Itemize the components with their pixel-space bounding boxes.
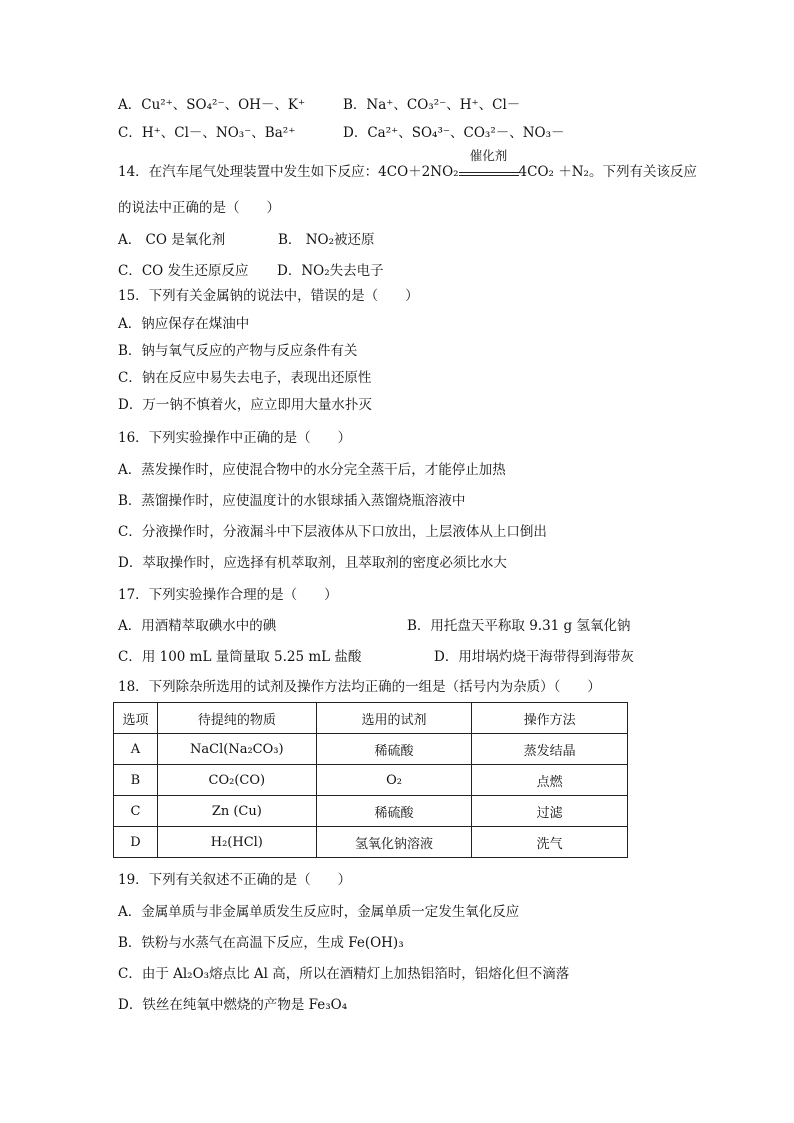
- table-header-cell: 选用的试剂: [316, 703, 472, 734]
- q17-option-b: B．用托盘天平称取 9.31 g 氢氧化钠: [407, 618, 631, 634]
- q14-option-c: C．CO 发生还原反应: [118, 263, 249, 279]
- table-cell: 点燃: [472, 765, 628, 796]
- table-cell: D: [114, 827, 158, 858]
- table-cell: 过滤: [472, 796, 628, 827]
- q15-option-b: B．钠与氧气反应的产物与反应条件有关: [118, 343, 358, 359]
- table-row: [114, 796, 628, 827]
- q13-option-c: [118, 124, 295, 142]
- q17-option-d: D．用坩埚灼烧干海带得到海带灰: [434, 649, 634, 665]
- table-cell: B: [114, 765, 158, 796]
- table-header-row: [114, 703, 628, 734]
- table-cell: A: [114, 734, 158, 765]
- table-cell: C: [114, 796, 158, 827]
- stem-text: 4CO₂ ＋N₂。下列有关该反应: [518, 164, 697, 180]
- option-label: C．: [118, 125, 142, 141]
- q17-option-a: A．用酒精萃取碘水中的碘: [118, 618, 277, 634]
- option-label: A．: [118, 97, 142, 113]
- q14-option-d: D．NO₂失去电子: [277, 263, 384, 279]
- q14-option-a: A． CO 是氧化剂: [118, 232, 226, 248]
- q16-option-d: D．萃取操作时，应选择有机萃取剂，且萃取剂的密度必须比水大: [118, 555, 507, 571]
- q15-option-c: C．钠在反应中易失去电子，表现出还原性: [118, 370, 372, 386]
- q15-option-a: A．钠应保存在煤油中: [118, 316, 250, 332]
- q13-option-a: [118, 96, 305, 114]
- table-row: [114, 765, 628, 796]
- q17-option-c: C．用 100 mL 量筒量取 5.25 mL 盐酸: [118, 649, 362, 665]
- table-cell: CO₂(CO): [157, 765, 316, 796]
- q17-stem: 17．下列实验操作合理的是（ ）: [118, 587, 338, 603]
- table-cell: 蒸发结晶: [472, 734, 628, 765]
- q16-stem: 16．下列实验操作中正确的是（ ）: [118, 430, 352, 446]
- q18-stem: 18．下列除杂所选用的试剂及操作方法均正确的一组是（括号内为杂质）（ ）: [118, 679, 601, 695]
- catalyst-label: 催化剂: [469, 148, 508, 163]
- q16-option-a: A．蒸发操作时，应使混合物中的水分完全蒸干后，才能停止加热: [118, 462, 506, 478]
- option-label: D．: [343, 125, 368, 141]
- table-cell: 洗气: [472, 827, 628, 858]
- table-cell: O₂: [316, 765, 472, 796]
- q18-options-table: [113, 702, 628, 858]
- q14-stem: [118, 148, 697, 181]
- option-text: Cu²⁺、SO₄²⁻、OH－、K⁺: [141, 97, 306, 113]
- q14-option-b: B． NO₂被还原: [278, 232, 375, 248]
- table-row: [114, 734, 628, 765]
- q19-option-b: B．铁粉与水蒸气在高温下反应，生成 Fe(OH)₃: [118, 935, 404, 951]
- table-cell: 稀硫酸: [316, 796, 472, 827]
- q15-option-d: D．万一钠不慎着火，应立即用大量水扑灭: [118, 397, 372, 413]
- stem-text: 14．在汽车尾气处理装置中发生如下反应：4CO＋2NO₂: [118, 164, 459, 180]
- option-label: B．: [343, 97, 367, 113]
- q14-stem-line2: 的说法中正确的是（ ）: [118, 200, 280, 216]
- table-cell: 稀硫酸: [316, 734, 472, 765]
- q16-option-c: C．分液操作时，分液漏斗中下层液体从下口放出，上层液体从上口倒出: [118, 524, 547, 540]
- q19-option-c: C．由于 Al₂O₃熔点比 Al 高，所以在酒精灯上加热铝箔时，铝熔化但不滴落: [118, 966, 570, 982]
- q19-option-a: A．金属单质与非金属单质发生反应时，金属单质一定发生氧化反应: [118, 904, 520, 920]
- option-text: Na⁺、CO₃²⁻、H⁺、Cl－: [366, 97, 521, 113]
- q19-stem: 19．下列有关叙述不正确的是（ ）: [118, 872, 352, 888]
- equal-sign-icon: [459, 172, 519, 176]
- table-cell: H₂(HCl): [157, 827, 316, 858]
- q13-option-b: [343, 96, 520, 114]
- q16-option-b: B．蒸馏操作时，应使温度计的水银球插入蒸馏烧瓶溶液中: [118, 493, 466, 509]
- table-header-cell: 选项: [114, 703, 158, 734]
- table-cell: 氢氧化钠溶液: [316, 827, 472, 858]
- table-cell: NaCl(Na₂CO₃): [157, 734, 316, 765]
- q15-stem: 15．下列有关金属钠的说法中，错误的是（ ）: [118, 288, 419, 304]
- catalyst-arrow: [459, 148, 519, 176]
- option-text: Ca²⁺、SO₄³⁻、CO₃²－、NO₃－: [367, 125, 565, 141]
- table-cell: Zn (Cu): [157, 796, 316, 827]
- table-row: [114, 827, 628, 858]
- table-header-cell: 待提纯的物质: [157, 703, 316, 734]
- table-header-cell: 操作方法: [472, 703, 628, 734]
- option-text: H⁺、Cl－、NO₃⁻、Ba²⁺: [141, 125, 296, 141]
- q19-option-d: D．铁丝在纯氧中燃烧的产物是 Fe₃O₄: [118, 997, 348, 1013]
- q13-option-d: [343, 124, 565, 142]
